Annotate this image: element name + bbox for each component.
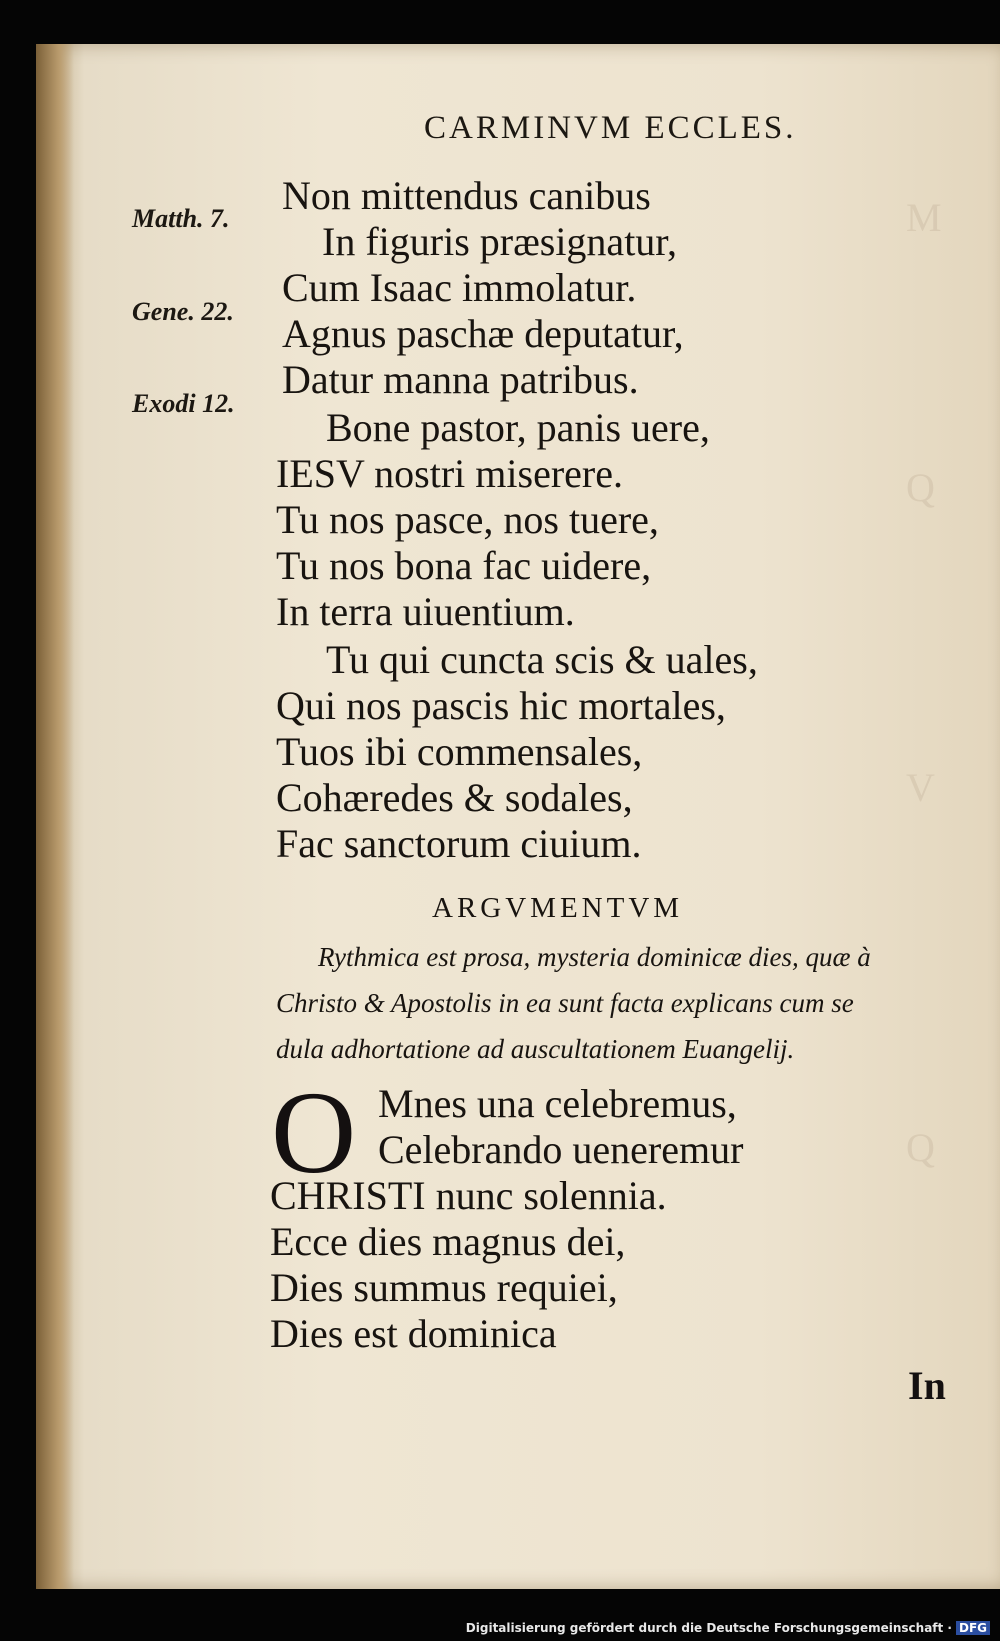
hymn-line: Dies summus requiei, [270,1265,618,1310]
hymn-line: Mnes una celebremus, [378,1081,737,1126]
book-spine [36,44,74,1589]
show-through-text: Q [906,465,935,510]
argument-line: dula adhortatione ad auscultationem Euangelij. [276,1034,795,1064]
hymn-line: CHRISTI nunc solennia. [270,1173,667,1218]
show-through-text: V [906,765,935,810]
verse-line: Tuos ibi commensales, [276,729,643,774]
verse-line: Cum Isaac immolatur. [282,265,637,310]
show-through-text: M [906,195,942,240]
margin-note-genesis: Gene. 22. [132,297,234,326]
margin-note-exodus: Exodi 12. [132,389,235,418]
verse-line: Agnus paschæ deputatur, [282,311,684,356]
argument-title: ARGVMENTVM [432,892,684,924]
verse-line: Qui nos pascis hic mortales, [276,683,726,728]
verse-line: In terra uiuentium. [276,589,575,634]
margin-note-matthew: Matth. 7. [132,204,230,233]
verse-line: Fac sanctorum ciuium. [276,821,642,866]
digitization-footer [466,1621,990,1635]
drop-cap-initial: O [271,1067,357,1198]
verse-line: In figuris præsignatur, [322,219,678,264]
hymn-line: Celebrando ueneremur [378,1127,744,1172]
verse-line: Tu qui cuncta scis & uales, [326,637,758,682]
book-page [36,44,1000,1589]
dfg-logo-icon: DFG [956,1621,990,1635]
argument-line: Rythmica est prosa, mysteria dominicæ dies, quæ à [318,942,871,972]
verse-line: Datur manna patribus. [282,357,639,402]
show-through-text: Q [906,1125,935,1170]
verse-line: Non mittendus canibus [282,173,651,218]
verse-line: IESV nostri miserere. [276,451,623,496]
verse-line: Tu nos bona fac uidere, [276,543,652,588]
hymn-line: Dies est dominica [270,1311,557,1356]
catchword: In [908,1363,946,1408]
running-header: CARMINVM ECCLES. [424,110,797,146]
footer-text: Digitalisierung gefördert durch die Deutsche Forschungsgemeinschaft · [465,1621,952,1635]
verse-line: Bone pastor, panis uere, [326,405,710,450]
verse-line: Cohæredes & sodales, [276,775,633,820]
hymn-line: Ecce dies magnus dei, [270,1219,626,1264]
argument-line: Christo & Apostolis in ea sunt facta explicans cum se [276,988,854,1018]
verse-line: Tu nos pasce, nos tuere, [276,497,659,542]
